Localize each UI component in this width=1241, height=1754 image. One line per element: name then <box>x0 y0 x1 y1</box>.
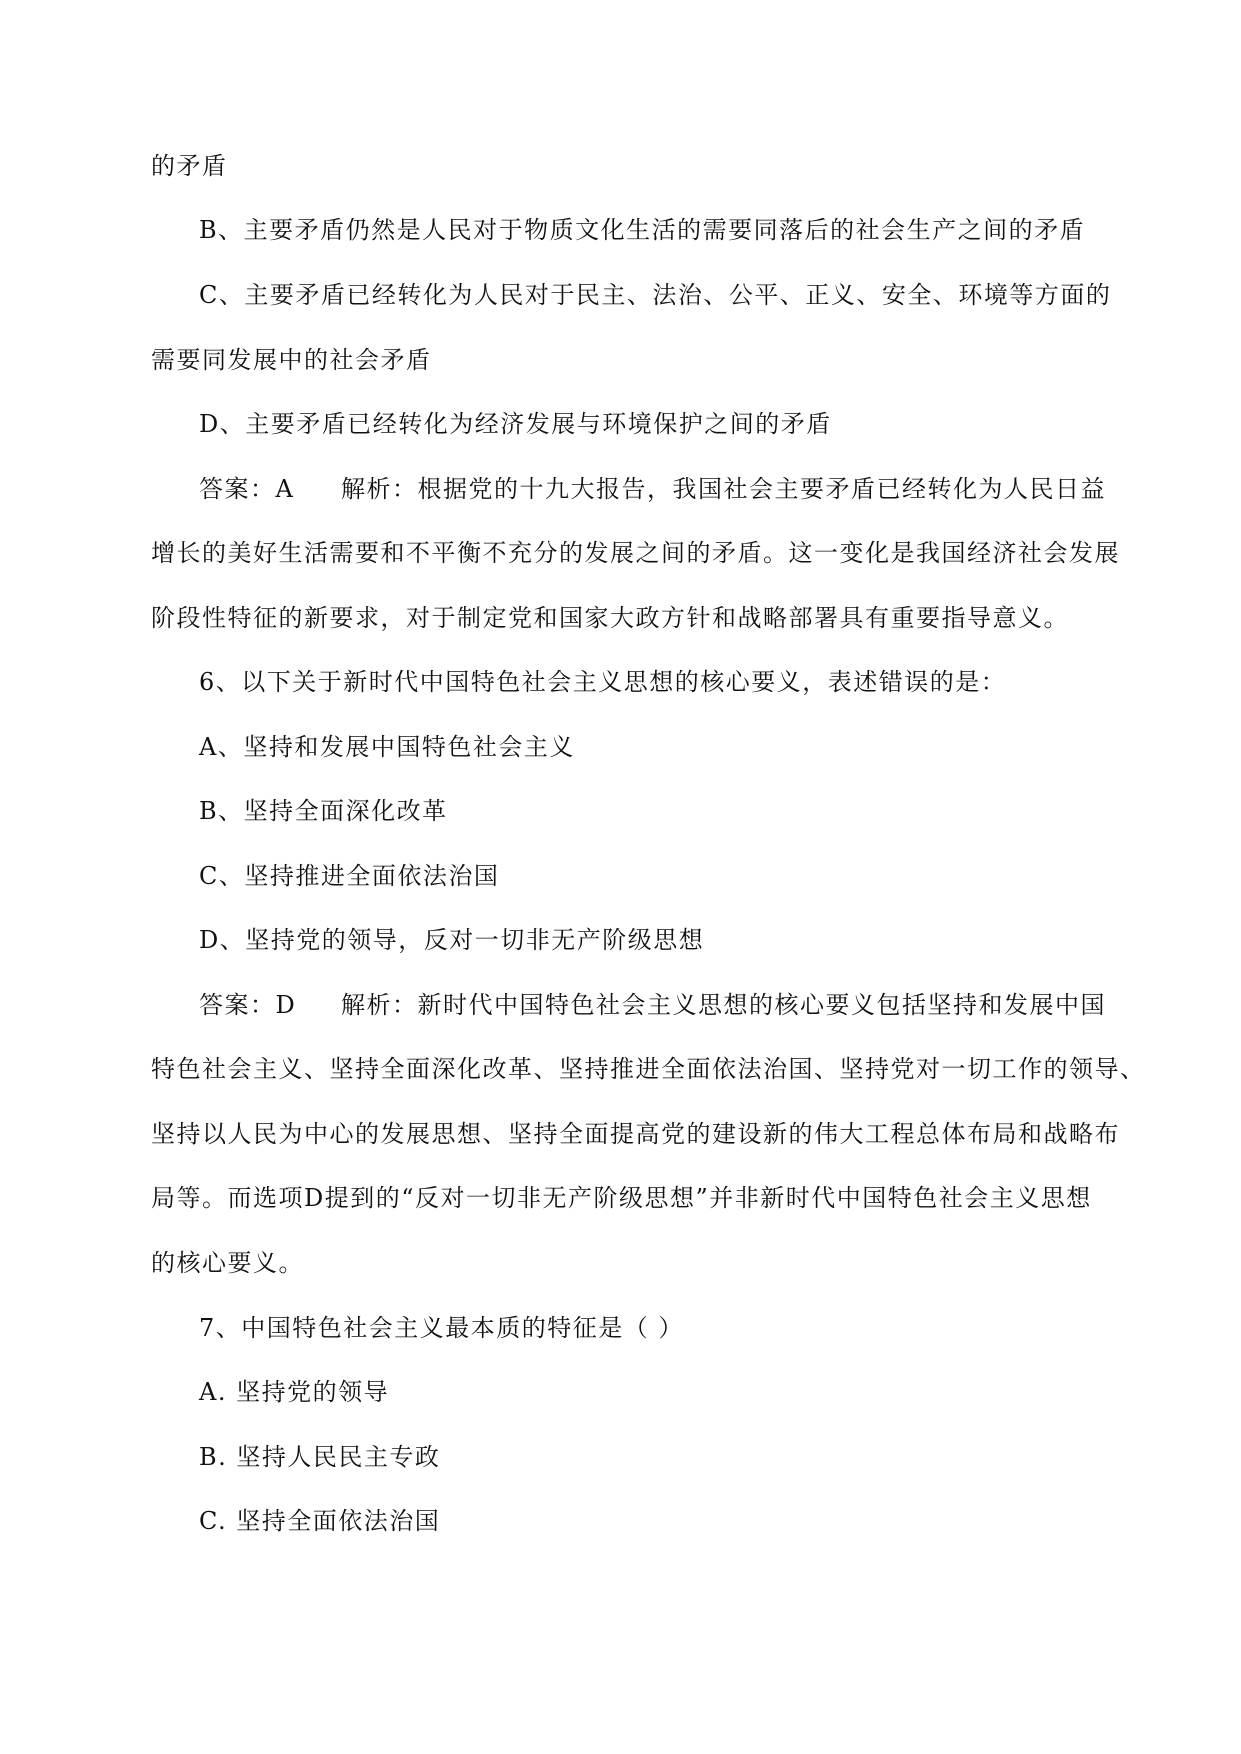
text-line: 特色社会主义、坚持全面深化改革、坚持推进全面依法治国、坚持党对一切工作的领导、 <box>151 1055 1146 1083</box>
answer-explanation: 解析：根据党的十九大报告，我国社会主要矛盾已经转化为人民日益 <box>341 475 1106 503</box>
text-line: 的核心要义。 <box>151 1249 304 1277</box>
text-line: 需要同发展中的社会矛盾 <box>151 346 432 374</box>
text-line: 坚持以人民为中心的发展思想、坚持全面提高党的建设新的伟大工程总体布局和战略布 <box>151 1120 1120 1148</box>
option-c: C、主要矛盾已经转化为人民对于民主、法治、公平、正义、安全、环境等方面的 <box>199 281 1112 309</box>
option-d: D、主要矛盾已经转化为经济发展与环境保护之间的矛盾 <box>199 410 832 438</box>
text-line: 阶段性特征的新要求，对于制定党和国家大政方针和战略部署具有重要指导意义。 <box>151 604 1069 632</box>
option-a: A、坚持和发展中国特色社会主义 <box>199 733 575 761</box>
text-line: 增长的美好生活需要和不平衡不充分的发展之间的矛盾。这一变化是我国经济社会发展 <box>151 539 1120 567</box>
answer-line <box>199 990 1106 1020</box>
option-a: A. 坚持党的领导 <box>199 1378 390 1406</box>
option-d: D、坚持党的领导，反对一切非无产阶级思想 <box>199 926 705 954</box>
question-6: 6、以下关于新时代中国特色社会主义思想的核心要义，表述错误的是： <box>199 668 1007 696</box>
text-line: 局等。而选项D提到的“反对一切非无产阶级思想”并非新时代中国特色社会主义思想 <box>151 1184 1092 1212</box>
text-line: 的矛盾 <box>151 152 228 180</box>
question-7: 7、中国特色社会主义最本质的特征是（ ） <box>199 1314 684 1342</box>
option-c: C. 坚持全面依法治国 <box>199 1507 441 1535</box>
option-b: B. 坚持人民民主专政 <box>199 1443 441 1471</box>
answer-line <box>199 474 1106 504</box>
option-b: B、主要矛盾仍然是人民对于物质文化生活的需要同落后的社会生产之间的矛盾 <box>199 216 1086 244</box>
option-b: B、坚持全面深化改革 <box>199 797 448 825</box>
answer-explanation: 解析：新时代中国特色社会主义思想的核心要义包括坚持和发展中国 <box>341 991 1106 1019</box>
answer-label: 答案：D <box>199 991 297 1019</box>
option-c: C、坚持推进全面依法治国 <box>199 862 500 890</box>
answer-label: 答案：A <box>199 475 295 503</box>
